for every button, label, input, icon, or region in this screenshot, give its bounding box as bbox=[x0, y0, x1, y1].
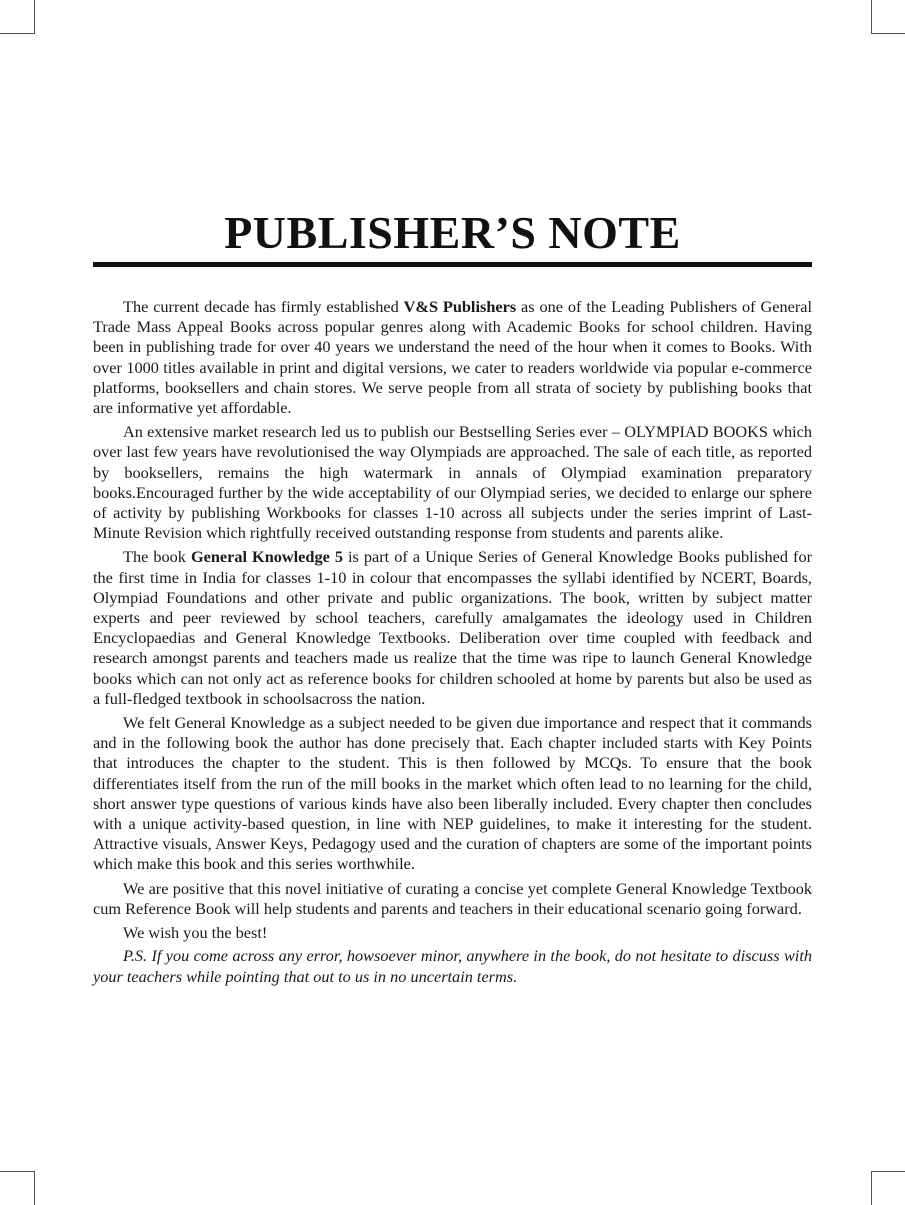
paragraph-wishes: We wish you the best! bbox=[123, 923, 268, 943]
crop-mark-top-right-vertical bbox=[871, 0, 872, 34]
paragraph-book-text-end: is part of a Unique Series of General Knowledge Books published for the first time in India for classes 1-10 in colour that encompasses the syllabi identified by NCERT, Boards, Olympiad Foundations and other private and public organizations. The book, written by subject matter experts and peer reviewed by school teachers, carefully amalgamates the ideology used in Children Encyclopaedias and General Knowledge Textbooks. Deliberation over time coupled with feedback and research amongst parents and teachers made us realize that the time was ripe to launch General Knowledge books which can not only act as reference books for children schooled at home by parents but also be used as a full-fledged textbook in schoolsacross the nation. bbox=[93, 547, 813, 708]
title-divider bbox=[93, 262, 812, 267]
paragraph-intro-text-end: as one of the Leading Publishers of General Trade Mass Appeal Books across popular genres along with Academic Books for school children. Having been in publishing trade for over 40 years we understand the need of the hour when it comes to Books. With over 1000 titles available in print and digital versions, we cater to readers worldwide via popular e-commerce platforms, booksellers and chain stores. We serve people from all strata of society by publishing books that are informative yet affordable. bbox=[93, 297, 813, 418]
paragraph-initiative: We are positive that this novel initiative of curating a concise yet complete General Knowledge Textbook cum Reference Book will help students and parents and teachers in their educational scenario going forward. bbox=[93, 878, 812, 918]
paragraph-book bbox=[93, 547, 812, 709]
paragraph-book-text-start: The book bbox=[123, 547, 191, 567]
paragraph-intro-text-start: The current decade has firmly established bbox=[123, 297, 404, 316]
crop-mark-top-left-vertical bbox=[34, 0, 35, 34]
book-title: General Knowledge 5 bbox=[190, 547, 343, 567]
paragraph-postscript: P.S. If you come across any error, howsoever minor, anywhere in the book, do not hesitate to discuss with your teachers while pointing that out to us in no uncertain terms. bbox=[93, 946, 812, 986]
crop-mark-top-right-horizontal bbox=[871, 33, 905, 34]
crop-mark-bottom-right-horizontal bbox=[871, 1171, 905, 1172]
page-title: PUBLISHER’S NOTE bbox=[224, 207, 681, 258]
publisher-name: V&S Publishers bbox=[403, 297, 517, 316]
paragraph-olympiad: An extensive market research led us to publish our Bestselling Series ever – OLYMPIAD BOOKS which over last few years have revolutionised the way Olympiads are approached. The sale of each title, as reported by booksellers, remains the high watermark in annals of Olympiad examination preparatory books.Encouraged further by the wide acceptability of our Olympiad series, we decided to enlarge our sphere of activity by publishing Workbooks for classes 1-10 across all subjects under the series imprint of Last-Minute Revision which rightfully received outstanding response from students and parents alike. bbox=[93, 422, 812, 543]
paragraph-intro bbox=[93, 297, 812, 418]
paragraph-subject: We felt General Knowledge as a subject needed to be given due importance and respect that it commands and in the following book the author has done precisely that. Each chapter included starts with Key Points that introduces the chapter to the student. This is then followed by MCQs. To ensure that the book differentiates itself from the run of the mill books in the market which often lead to no learning for the child, short answer type questions of various kinds have also been liberally included. Every chapter then concludes with a unique activity-based question, in line with NEP guidelines, to make it interesting for the student. Attractive visuals, Answer Keys, Pedagogy used and the curation of chapters are some of the important points which make this book and this series worthwhile. bbox=[93, 713, 812, 874]
crop-mark-bottom-left-horizontal bbox=[0, 1171, 34, 1172]
crop-mark-top-left-horizontal bbox=[0, 33, 34, 34]
note-body bbox=[93, 297, 812, 991]
crop-mark-bottom-left-vertical bbox=[34, 1171, 35, 1205]
crop-mark-bottom-right-vertical bbox=[871, 1171, 872, 1205]
